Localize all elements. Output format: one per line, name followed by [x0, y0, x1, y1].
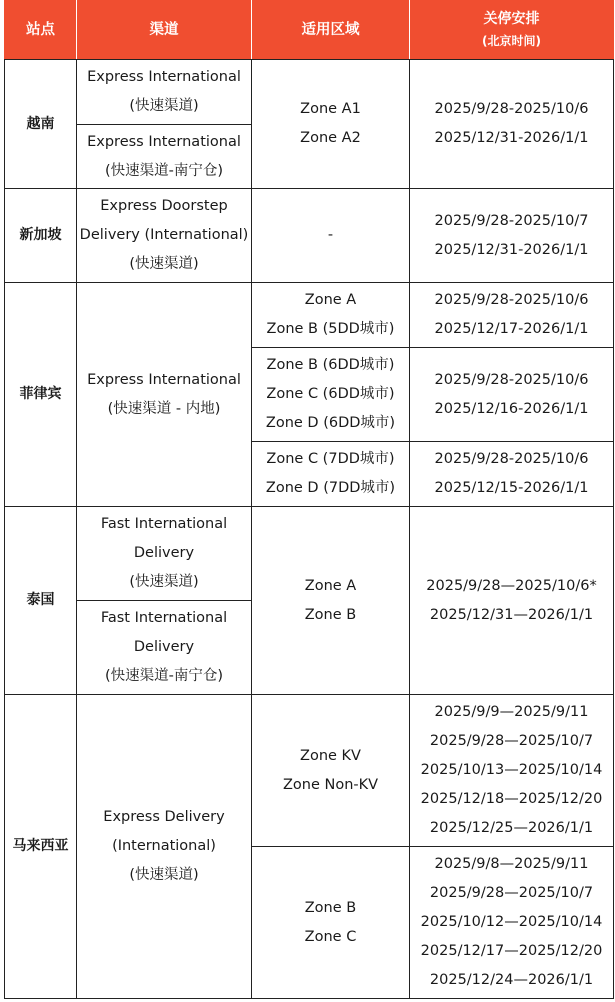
site-thailand: 泰国	[5, 507, 77, 695]
dates-philippines-1: 2025/9/28-2025/10/6 2025/12/17-2026/1/1	[410, 283, 614, 348]
shutdown-schedule-table	[4, 0, 614, 999]
channel-thailand-1: Fast International Delivery (快速渠道)	[77, 507, 252, 601]
table-row-philippines-1	[5, 283, 614, 348]
zones-philippines-1: Zone A Zone B (5DD城市)	[252, 283, 410, 348]
header-channel: 渠道	[77, 1, 252, 60]
header-zone: 适用区域	[252, 1, 410, 60]
table-row-malaysia-1	[5, 695, 614, 847]
table-row-singapore	[5, 189, 614, 283]
site-vietnam: 越南	[5, 60, 77, 189]
zones-philippines-3: Zone C (7DD城市) Zone D (7DD城市)	[252, 442, 410, 507]
dates-singapore: 2025/9/28-2025/10/7 2025/12/31-2026/1/1	[410, 189, 614, 283]
header-row	[5, 1, 614, 60]
dates-philippines-2: 2025/9/28-2025/10/6 2025/12/16-2026/1/1	[410, 348, 614, 442]
header-site: 站点	[5, 1, 77, 60]
channel-thailand-2: Fast International Delivery (快速渠道-南宁仓)	[77, 601, 252, 695]
channel-vietnam-1: Express International (快速渠道)	[77, 60, 252, 125]
channel-malaysia: Express Delivery (International) (快速渠道)	[77, 695, 252, 999]
table-row-thailand-1	[5, 507, 614, 601]
zones-philippines-2: Zone B (6DD城市) Zone C (6DD城市) Zone D (6DD城市)	[252, 348, 410, 442]
zones-singapore: -	[252, 189, 410, 283]
dates-thailand: 2025/9/28—2025/10/6* 2025/12/31—2026/1/1	[410, 507, 614, 695]
header-schedule-timezone: (北京时间)	[482, 34, 541, 48]
zones-thailand: Zone A Zone B	[252, 507, 410, 695]
dates-philippines-3: 2025/9/28-2025/10/6 2025/12/15-2026/1/1	[410, 442, 614, 507]
dates-malaysia-1: 2025/9/9—2025/9/11 2025/9/28—2025/10/7 2025/10/13—2025/10/14 2025/12/18—2025/12/20 2025/12/25—2026/1/1	[410, 695, 614, 847]
header-schedule	[410, 1, 614, 60]
site-malaysia: 马来西亚	[5, 695, 77, 999]
site-philippines: 菲律宾	[5, 283, 77, 507]
zones-vietnam: Zone A1 Zone A2	[252, 60, 410, 189]
header-schedule-title: 关停安排	[483, 11, 540, 27]
zones-malaysia-1: Zone KV Zone Non-KV	[252, 695, 410, 847]
table-row-vietnam-1	[5, 60, 614, 125]
channel-philippines: Express International (快速渠道 - 内地)	[77, 283, 252, 507]
dates-vietnam: 2025/9/28-2025/10/6 2025/12/31-2026/1/1	[410, 60, 614, 189]
site-singapore: 新加坡	[5, 189, 77, 283]
channel-vietnam-2: Express International (快速渠道-南宁仓)	[77, 125, 252, 189]
channel-singapore: Express Doorstep Delivery (International) (快速渠道)	[77, 189, 252, 283]
dates-malaysia-2: 2025/9/8—2025/9/11 2025/9/28—2025/10/7 2025/10/12—2025/10/14 2025/12/17—2025/12/20 2025/12/24—2026/1/1	[410, 847, 614, 999]
zones-malaysia-2: Zone B Zone C	[252, 847, 410, 999]
